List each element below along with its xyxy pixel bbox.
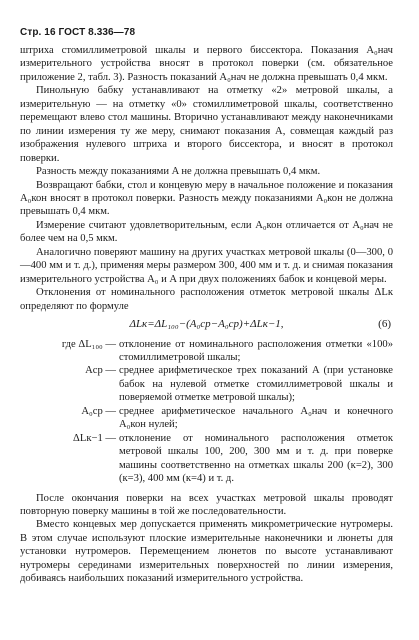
definition-text: среднее арифметическое начального A₀нач и конечного A₀кон нулей;: [119, 405, 393, 431]
paragraph: Возвращают бабки, стол и концевую меру в начальное положение и показания A₀кон вносят в протокол поверки. Разность между показаниями A₀кон не должна превышать 0,4 мкм.: [20, 179, 393, 218]
definition-item: [20, 364, 393, 404]
page-header: Стр. 16 ГОСТ 8.336—78: [20, 27, 136, 38]
definition-text: отклонение от номинального расположения отметок метровой шкалы 100, 200, 300 мм и т. д. при поверке машины соответственно на отметках шкалы 200 (к=2), 300 (к=3), 400 мм (к=4) и т. д.: [119, 432, 393, 485]
formula-expression: ΔLк=ΔL₁₀₀−(A₀ср−A₀ср)+ΔLк−1,: [129, 318, 284, 331]
definition-text: среднее арифметическое трех показаний A (при установке бабок на нулевой отметке стомиллиметровой шкалы и поверяемой отметке метровой шкалы);: [119, 365, 393, 404]
definition-text: отклонение от номинального расположения отметки «100» стомиллиметровой шкалы;: [119, 338, 393, 363]
definition-term: A₀ср —: [81, 405, 116, 417]
formula: [20, 318, 393, 331]
paragraph: Пинольную бабку устанавливают на отметку «2» метровой шкалы, а измерительную — на отметку «0» стомиллиметровой шкалы, соответственно перемещают влево стол машины. Вторично устанавливают между наконечниками по линии измерения ту же меру, снимают показания A, совмещая каждый раз изображения нулевого штриха и второго биссектора, и вносят в протокол поверки.: [20, 85, 393, 164]
paragraph: Аналогично поверяют машину на других участках метровой шкалы (0—300, 0—400 мм и т. д.), применяя меры размером 300, 400 мм и т. д. и снимая показания измерительного устройства A₀ и A при двух положениях бабок и концевой меры.: [20, 246, 393, 285]
paragraph: После окончания поверки на всех участках метровой шкалы проводят повторную поверку машины в той же последовательности.: [20, 492, 393, 517]
page-body: [20, 44, 393, 586]
definition-term: Aср —: [85, 365, 116, 377]
formula-number: (6): [378, 318, 391, 331]
definition-term: где ΔL₁₀₀ —: [61, 338, 116, 350]
definition-item: [20, 338, 393, 365]
definitions-list: [20, 338, 393, 486]
paragraph: Отклонения от номинального расположения отметок метровой шкалы ΔLк определяют по формуле: [20, 287, 393, 312]
paragraph: Измерение считают удовлетворительным, если A₀кон отличается от A₀нач не более чем на 0,5 мкм.: [20, 219, 393, 245]
definition-term: ΔLк−1 —: [73, 432, 116, 444]
paragraph: Вместо концевых мер допускается применять микрометрические нутромеры. В этом случае используют плоские измерительные наконечники и люнеты для установки нутромеров. Перемещением люнетов по высоте устанавливают нутромеры серединами измерительных поверхностей по линии измерения, добиваясь наибольших показаний измерительного устройства.: [20, 519, 393, 585]
paragraph: Разность между показаниями A не должна превышать 0,4 мкм.: [36, 166, 321, 178]
definition-item: [20, 432, 393, 486]
paragraph: штриха стомиллиметровой шкалы и первого биссектора. Показания A₀нач измерительного устройства вносят в протокол поверки (см. обязательное приложение 2, табл. 3). Разность показаний A₀нач не должна превышать 0,4 мкм.: [20, 45, 393, 83]
definition-item: [20, 405, 393, 432]
